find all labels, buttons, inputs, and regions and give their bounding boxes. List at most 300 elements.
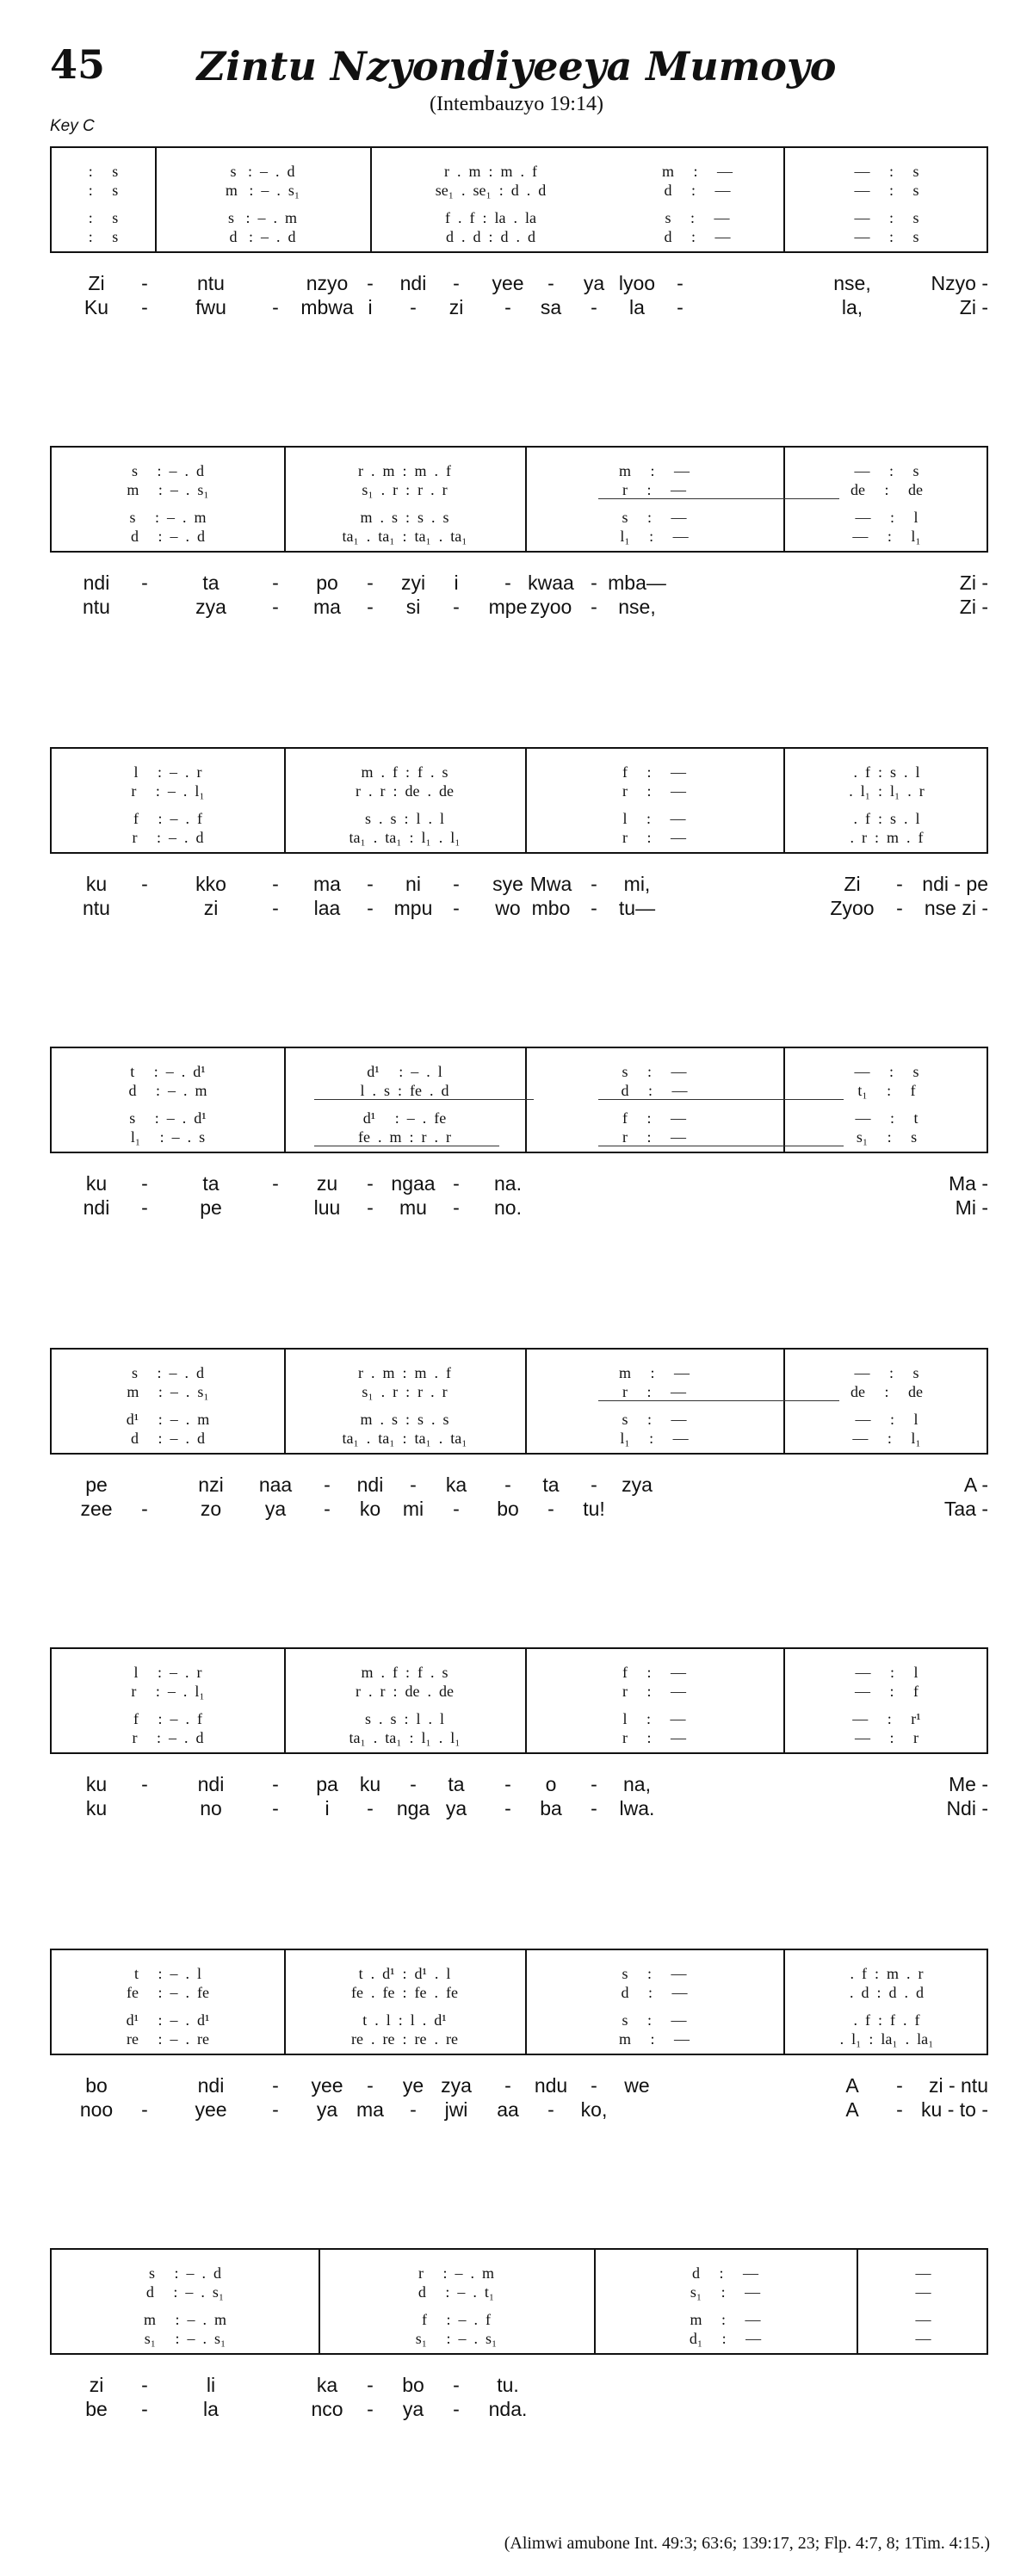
solfa-cell: ta₁ . ta₁ : ta₁ . ta₁ [342, 528, 467, 545]
lyric-syllable: - [547, 1498, 554, 1520]
lyric-syllable: mbwa [300, 296, 354, 318]
solfa-cell: — [915, 2311, 931, 2328]
solfa-cell: d : – . s₁ [145, 2283, 225, 2301]
lyric-syllable: ta [542, 1473, 560, 1496]
lyric-syllable: Zi [88, 272, 105, 294]
slur-line [598, 1400, 839, 1401]
solfa-cell: r : — [622, 782, 686, 800]
lyric-syllable: - [453, 1498, 460, 1520]
lyric-syllable [641, 570, 719, 596]
lyric-syllable: nse, [833, 272, 871, 294]
solfa-cell: f : — [622, 1664, 686, 1681]
solfa-cell: s₁ : – . s₁ [144, 2330, 226, 2347]
solfa-cell: r : — [622, 1128, 686, 1146]
lyric-syllable: sa [540, 296, 562, 318]
lyric-syllable: - [547, 2098, 554, 2121]
solfa-cell: re : – . re [127, 2030, 209, 2048]
lyric-syllable: yee [311, 2074, 343, 2097]
lyric-syllable: wo [495, 897, 521, 919]
lyric-syllable: bo [402, 2374, 424, 2396]
solfa-cell: — : l [855, 509, 919, 526]
lyric-syllable: ya [583, 272, 605, 294]
lyric-syllable: - [547, 272, 554, 294]
lyric-syllable: naa [258, 1473, 293, 1496]
solfa-cell: — : r¹ [852, 1710, 921, 1727]
lyric-syllable: - [272, 873, 279, 895]
lyric-syllable: - [591, 1773, 597, 1795]
lyric-syllable: - [141, 2374, 148, 2396]
lyric-syllable: ndu [534, 2074, 568, 2097]
lyric-syllable: - [367, 1196, 374, 1219]
solfa-cell: d : — [621, 1984, 688, 2001]
lyric-syllable: - [504, 1773, 511, 1795]
lyric-syllable [859, 2372, 988, 2398]
lyric-syllable: tu— [618, 897, 656, 919]
lyric-syllable: aa [497, 2098, 519, 2121]
solfa-cell: — : s [854, 1364, 919, 1381]
solfa-cell: — : l₁ [852, 528, 921, 545]
lyric-syllable: - [453, 272, 460, 294]
solfa-cell: d : — [664, 182, 731, 199]
lyric-syllable: mba— [608, 571, 666, 594]
lyric-syllable: ku [85, 873, 108, 895]
lyric-syllable: - [677, 296, 684, 318]
lyric-syllable: A [845, 2074, 859, 2097]
lyric-syllable: we [624, 2074, 650, 2097]
lyric-syllable: - [453, 1196, 460, 1219]
lyric-syllable: ko, [580, 2098, 608, 2121]
lyric-syllable: zu [316, 1172, 338, 1195]
lyric-syllable [641, 1195, 719, 1220]
lyric-syllable: luu [313, 1196, 341, 1219]
solfa-cell: s : – . d [131, 462, 204, 479]
solfa-cell: l : – . r [133, 1664, 202, 1681]
lyric-syllable: zi [89, 2374, 104, 2396]
lyric-syllable: - [453, 2374, 460, 2396]
lyric-syllable: nzyo [306, 272, 349, 294]
solfa-cell: — : l [855, 1664, 919, 1681]
solfa-cell: d : – . m [128, 1082, 207, 1099]
lyric-syllable: ma [313, 873, 341, 895]
score-system [50, 1047, 988, 1153]
lyric-syllable: zyi [400, 571, 426, 594]
lyric-syllable: ku - to - [921, 2098, 988, 2121]
lyric-syllable [641, 2097, 719, 2122]
lyric-syllable: - [591, 296, 597, 318]
solfa-cell: l₁ : — [620, 528, 689, 545]
lyric-syllable: mu [399, 1196, 427, 1219]
solfa-cell: d₁ : — [689, 2330, 762, 2347]
lyric-syllable: - [324, 1498, 331, 1520]
lyric-syllable: i [454, 571, 459, 594]
lyric-syllable: - [504, 296, 511, 318]
slur-line [598, 1099, 844, 1100]
lyric-syllable: - [896, 897, 903, 919]
solfa-cell: d : – . d [130, 528, 205, 545]
lyric-syllable: mpu [393, 897, 433, 919]
lyric-syllable: - [591, 596, 597, 618]
lyric-syllable: ndi [197, 2074, 225, 2097]
solfa-cell: l : — [622, 1710, 686, 1727]
solfa-cell: s . s : l . l [364, 810, 444, 827]
lyric-syllable: kko [195, 873, 226, 895]
solfa-cell: t : – . d¹ [130, 1063, 206, 1080]
solfa-cell: s : – . d [148, 2264, 221, 2282]
lyric-syllable [641, 2396, 719, 2422]
solfa-cell: — : s [854, 1063, 919, 1080]
lyric-syllable: ndi [83, 571, 110, 594]
lyric-syllable: tu. [497, 2374, 519, 2396]
lyric-syllable: noo [79, 2098, 114, 2121]
solfa-cell: l . s : fe . d [360, 1082, 449, 1099]
solfa-cell: — : l₁ [852, 1430, 921, 1447]
solfa-cell: f : – . f [133, 1710, 202, 1727]
lyric-syllable [641, 871, 719, 897]
lyric-syllable: Zi - [959, 596, 988, 618]
lyric-syllable: - [324, 1473, 331, 1496]
solfa-cell: — : s [854, 209, 919, 226]
solfa-cell: f : — [622, 763, 686, 781]
lyric-syllable: ndi [197, 1773, 225, 1795]
lyric-syllable: - [367, 2398, 374, 2420]
lyric-syllable: - [591, 1473, 597, 1496]
scripture-reference: (Intembauzyo 19:14) [430, 93, 603, 115]
lyric-syllable: fwu [195, 296, 226, 318]
lyric-syllable: ta [202, 1172, 220, 1195]
hymn-number: 45 [50, 41, 106, 88]
solfa-cell: r . r : de . de [356, 782, 454, 800]
solfa-cell: t₁ : f [857, 1082, 916, 1099]
lyric-syllable: nzi [198, 1473, 224, 1496]
lyric-syllable: - [504, 2074, 511, 2097]
lyric-syllable: Ndi - [946, 1797, 988, 1819]
lyric-syllable: la [629, 296, 645, 318]
lyric-syllable [641, 2073, 719, 2098]
solfa-cell: d . d : d . d [445, 228, 535, 245]
solfa-cell: d¹ : – . l [367, 1063, 442, 1080]
lyric-syllable: no. [494, 1196, 522, 1219]
lyric-syllable: ye [402, 2074, 424, 2097]
lyric-syllable: mi, [623, 873, 651, 895]
lyric-syllable: ndi [83, 1196, 110, 1219]
lyric-syllable: Me - [949, 1773, 988, 1795]
lyric-syllable: zi [203, 897, 219, 919]
solfa-cell: — : r [855, 1729, 919, 1746]
solfa-cell: fe : – . fe [127, 1984, 209, 2001]
lyric-syllable: ntu [83, 897, 110, 919]
lyric-syllable: - [272, 2074, 279, 2097]
solfa-cell: s : — [622, 1411, 687, 1428]
cross-reference-footer: (Alimwi amubone Int. 49:3; 63:6; 139:17, 23; Flp. 4:7, 8; 1Tim. 4:15.) [504, 2534, 990, 2553]
solfa-cell: de : de [851, 481, 923, 498]
lyric-syllable [641, 1771, 719, 1797]
lyric-syllable: nga [396, 1797, 430, 1819]
solfa-cell: r . r : de . de [356, 1683, 454, 1700]
solfa-cell: — : f [855, 1683, 919, 1700]
lyric-syllable: Zyoo [830, 897, 875, 919]
lyric-syllable: Zi - [959, 296, 988, 318]
lyric-syllable: - [591, 2074, 597, 2097]
solfa-cell: : s [88, 209, 119, 226]
solfa-cell: r : – . l₁ [131, 782, 205, 800]
solfa-cell: f : – . f [422, 2311, 491, 2328]
solfa-cell: ta₁ . ta₁ : l₁ . l₁ [349, 1729, 461, 1746]
lyric-syllable: - [141, 296, 148, 318]
solfa-cell: f . f : la . la [445, 209, 536, 226]
solfa-cell: m . f : f . s [361, 763, 448, 781]
lyric-syllable: - [367, 571, 374, 594]
lyric-syllable: ngaa [391, 1172, 436, 1195]
lyric-syllable: - [896, 873, 903, 895]
solfa-cell: . f : s . l [853, 763, 920, 781]
solfa-cell: s₁ : s [856, 1128, 918, 1146]
lyric-syllable: - [272, 1773, 279, 1795]
lyric-syllable [641, 2372, 719, 2398]
lyric-syllable [641, 895, 719, 921]
solfa-cell: s₁ : — [690, 2283, 761, 2301]
solfa-cell: d : – . d [229, 228, 296, 245]
solfa-cell: m : – . s₁ [127, 481, 209, 498]
lyric-syllable: nse zi - [924, 897, 988, 919]
lyric-syllable [641, 1496, 719, 1522]
lyric-syllable: Nzyo - [931, 272, 988, 294]
solfa-cell: ta₁ . ta₁ : ta₁ . ta₁ [342, 1430, 467, 1447]
solfa-cell: r : — [622, 1383, 686, 1400]
score-system [50, 1348, 988, 1455]
solfa-cell: m : — [618, 2030, 690, 2048]
lyric-syllable: zi [448, 296, 464, 318]
lyric-syllable: - [410, 1773, 417, 1795]
solfa-cell: . f : f . f [853, 2011, 920, 2029]
lyric-syllable: zi - ntu [928, 2074, 988, 2097]
solfa-cell: de : de [851, 1383, 923, 1400]
solfa-cell: d¹ : – . d¹ [126, 2011, 210, 2029]
lyric-syllable: - [272, 897, 279, 919]
lyric-syllable: i [368, 296, 373, 318]
solfa-cell: r . m : m . f [444, 163, 537, 180]
lyric-syllable: zya [195, 596, 226, 618]
lyric-syllable: bo [85, 2074, 108, 2097]
lyric-syllable: li [206, 2374, 216, 2396]
solfa-cell: d : – . t₁ [418, 2283, 495, 2301]
solfa-cell: fe . fe : fe . fe [351, 1984, 458, 2001]
lyric-syllable: - [591, 1797, 597, 1819]
lyric-syllable: - [272, 596, 279, 618]
lyric-syllable: ndi - pe [922, 873, 988, 895]
lyric-syllable: - [272, 1172, 279, 1195]
lyric-syllable: nco [311, 2398, 343, 2420]
score-system [50, 2248, 988, 2355]
solfa-cell: : s [88, 228, 119, 245]
lyric-syllable: zyoo [529, 596, 572, 618]
lyric-syllable: zya [441, 2074, 472, 2097]
solfa-cell: s : – . d [131, 1364, 204, 1381]
lyric-syllable: - [367, 873, 374, 895]
lyric-syllable: pa [316, 1773, 338, 1795]
solfa-cell: d : — [691, 2264, 758, 2282]
solfa-cell: — : s [854, 163, 919, 180]
lyric-syllable [859, 2396, 988, 2422]
lyric-syllable: na. [494, 1172, 522, 1195]
solfa-cell: l₁ : – . s [130, 1128, 206, 1146]
lyric-syllable: - [141, 1773, 148, 1795]
lyric-syllable: jwi [444, 2098, 468, 2121]
lyric-syllable: pe [200, 1196, 222, 1219]
solfa-cell: — : s [854, 462, 919, 479]
lyric-syllable: po [316, 571, 338, 594]
lyric-syllable: ba [540, 1797, 562, 1819]
solfa-cell: m : – . m [143, 2311, 226, 2328]
lyric-syllable: ntu [83, 596, 110, 618]
lyric-syllable [641, 1472, 719, 1498]
lyric-syllable: - [504, 1797, 511, 1819]
solfa-cell: t . l : l . d¹ [362, 2011, 447, 2029]
lyric-syllable: ya [264, 1498, 287, 1520]
solfa-cell: s : — [622, 509, 687, 526]
solfa-cell: s : — [665, 209, 730, 226]
solfa-cell: s : – . m [227, 209, 297, 226]
lyric-syllable: zee [80, 1498, 113, 1520]
lyric-syllable [641, 594, 719, 620]
solfa-cell: f : — [622, 1109, 686, 1127]
lyric-syllable: - [896, 2098, 903, 2121]
lyric-syllable: nda. [488, 2398, 528, 2420]
lyric-syllable: ta [448, 1773, 465, 1795]
solfa-cell: f : – . f [133, 810, 202, 827]
solfa-cell: se₁ . se₁ : d . d [435, 182, 547, 199]
solfa-cell: r : – . d [132, 829, 204, 846]
lyric-syllable: la [203, 2398, 219, 2420]
lyric-syllable: - [453, 596, 460, 618]
lyric-syllable: Zi - [959, 571, 988, 594]
lyric-syllable: kwaa [528, 571, 574, 594]
lyric-syllable: lwa. [619, 1797, 655, 1819]
lyric-syllable: - [410, 2098, 417, 2121]
lyric-syllable: ko [359, 1498, 381, 1520]
lyric-syllable: - [141, 2398, 148, 2420]
lyric-syllable: ndi [399, 272, 427, 294]
lyric-syllable: - [367, 1172, 374, 1195]
lyric-syllable: ta [202, 571, 220, 594]
lyric-syllable: - [367, 897, 374, 919]
solfa-cell: fe . m : r . r [358, 1128, 451, 1146]
lyric-syllable: ya [445, 1797, 467, 1819]
lyric-syllable: bo [497, 1498, 519, 1520]
lyric-syllable: ndi [356, 1473, 384, 1496]
solfa-cell: r : — [622, 1729, 686, 1746]
lyric-syllable: Ma - [949, 1172, 988, 1195]
lyric-syllable: - [272, 296, 279, 318]
lyric-syllable: - [141, 873, 148, 895]
solfa-cell: l : – . r [133, 763, 202, 781]
lyric-syllable: - [410, 1473, 417, 1496]
solfa-cell: r : – . m [418, 2264, 494, 2282]
lyric-syllable: - [453, 897, 460, 919]
solfa-cell: s : — [622, 1965, 687, 1982]
solfa-cell: — : s [854, 182, 919, 199]
solfa-cell: r . m : m . f [358, 462, 451, 479]
lyric-syllable: si [405, 596, 421, 618]
solfa-cell: r : – . d [132, 1729, 204, 1746]
lyric-syllable: lyoo [618, 272, 656, 294]
lyric-syllable: - [367, 2074, 374, 2097]
lyric-syllable: ku [359, 1773, 381, 1795]
lyric-syllable: sye [492, 873, 523, 895]
lyric-syllable: la, [841, 296, 863, 318]
lyric-syllable: Ku [84, 296, 109, 318]
solfa-cell: r . m : m . f [358, 1364, 451, 1381]
solfa-cell: r : — [622, 1683, 686, 1700]
solfa-cell: m . f : f . s [361, 1664, 448, 1681]
lyric-syllable [641, 1171, 719, 1196]
solfa-cell: d : – . d [130, 1430, 205, 1447]
lyric-syllable: - [272, 1797, 279, 1819]
lyric-syllable: Taa - [943, 1498, 988, 1520]
solfa-cell: s : – . d¹ [129, 1109, 207, 1127]
lyric-syllable: ku [85, 1773, 108, 1795]
lyric-syllable: A - [963, 1473, 988, 1496]
solfa-cell: d : — [621, 1082, 688, 1099]
lyric-syllable: - [677, 272, 684, 294]
solfa-cell: — : t [855, 1109, 919, 1127]
solfa-cell: d¹ : – . m [126, 1411, 210, 1428]
solfa-cell: s : — [622, 1063, 687, 1080]
lyric-syllable: mbo [531, 897, 571, 919]
solfa-cell: s₁ : – . s₁ [415, 2330, 498, 2347]
solfa-cell: s₁ . r : r . r [362, 481, 448, 498]
solfa-cell: — [915, 2330, 931, 2347]
solfa-cell: : s [88, 182, 119, 199]
lyric-syllable: ya [402, 2398, 424, 2420]
solfa-cell: . r : m . f [850, 829, 924, 846]
lyric-syllable: - [141, 1196, 148, 1219]
solfa-cell: m : – . s₁ [225, 182, 300, 199]
lyric-syllable: ka [445, 1473, 467, 1496]
solfa-cell: re . re : re . re [351, 2030, 458, 2048]
lyric-syllable: mpe [488, 596, 528, 618]
solfa-cell: s : – . m [129, 509, 207, 526]
lyric-syllable: - [367, 272, 374, 294]
solfa-cell: m . s : s . s [360, 509, 449, 526]
lyric-syllable: - [896, 2074, 903, 2097]
solfa-cell: — : l [855, 1411, 919, 1428]
score-system [50, 1647, 988, 1754]
lyric-syllable: yee [492, 272, 524, 294]
lyric-syllable: - [367, 1797, 374, 1819]
solfa-cell: — [915, 2264, 931, 2282]
lyric-syllable: ka [316, 2374, 338, 2396]
slur-line [598, 498, 839, 499]
lyric-syllable: ya [316, 2098, 338, 2121]
solfa-cell: r : — [622, 829, 686, 846]
lyric-syllable: - [591, 897, 597, 919]
lyric-syllable: pe [85, 1473, 108, 1496]
solfa-cell: r : – . l₁ [131, 1683, 205, 1700]
lyric-syllable: - [453, 873, 460, 895]
solfa-cell: — [915, 2283, 931, 2301]
lyric-syllable: laa [313, 897, 341, 919]
lyric-syllable: o [545, 1773, 557, 1795]
solfa-cell: s : — [622, 2011, 687, 2029]
lyric-syllable: - [367, 2374, 374, 2396]
lyric-syllable: - [141, 1498, 148, 1520]
solfa-cell: m : — [661, 163, 733, 180]
solfa-cell: m : — [618, 462, 690, 479]
lyric-syllable: A [845, 2098, 859, 2121]
solfa-cell: s₁ . r : r . r [362, 1383, 448, 1400]
lyric-syllable: - [272, 2098, 279, 2121]
lyric-syllable: ni [405, 873, 421, 895]
